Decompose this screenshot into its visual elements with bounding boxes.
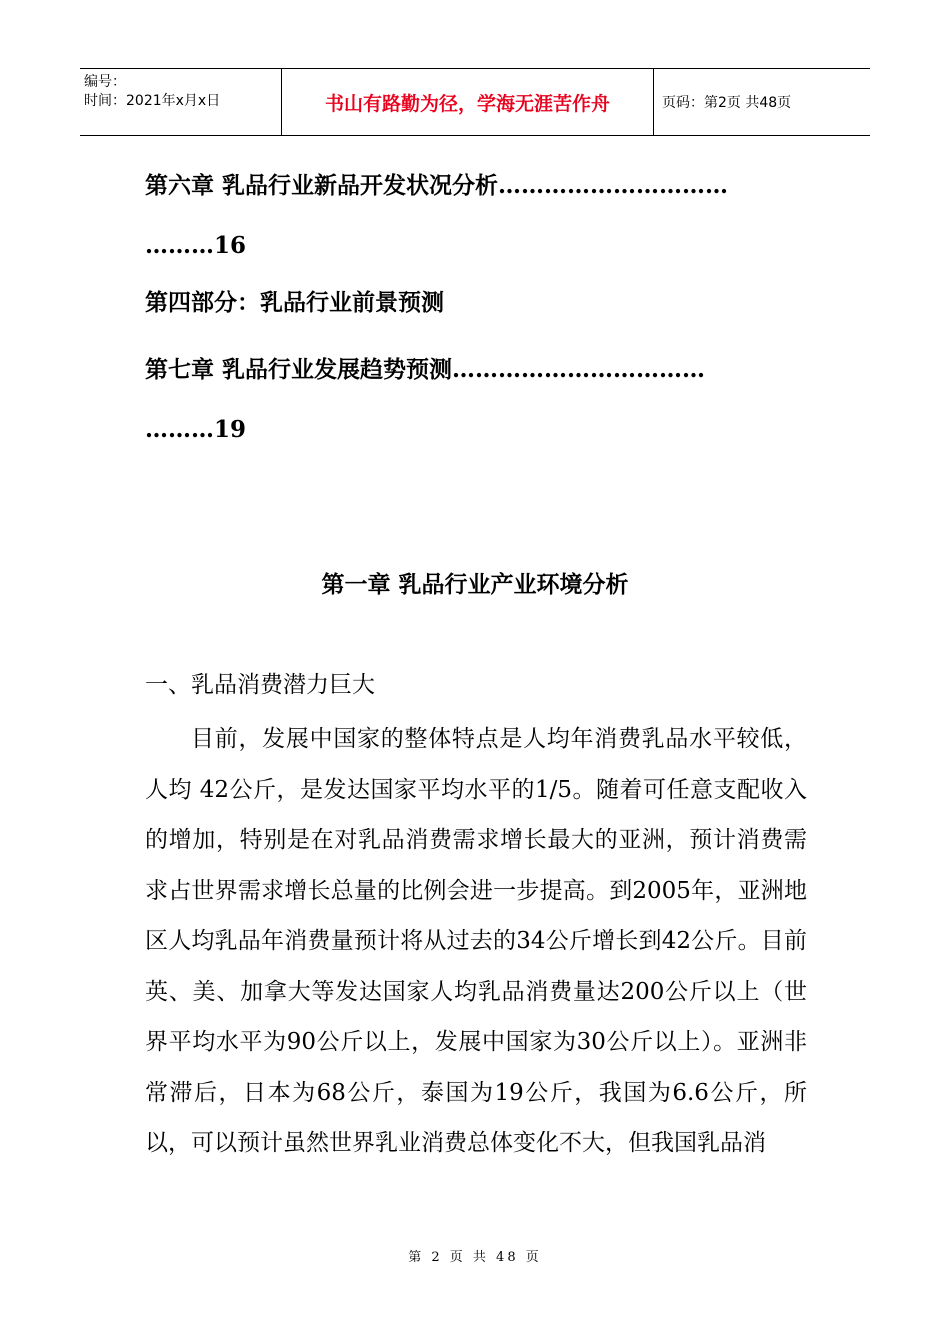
- toc-entry-page: ………19: [145, 416, 247, 443]
- body-paragraph: 目前，发展中国家的整体特点是人均年消费乳品水平较低，人均 42公斤，是发达国家平均水平的1/5。随着可任意支配收入的增加，特别是在对乳品消费需求增长最大的亚洲，预计消费需求占世界需求增长总量的比例会进一步提高。到2005年，亚洲地区人均乳品年消费量预计将从过去的34公斤增长到42公斤。目前英、美、加拿大等发达国家人均乳品消费量达200公斤以上（世界平均水平为90公斤以上，发展中国家为30公斤以上）。亚洲非常滞后，日本为68公斤，泰国为19公斤，我国为6.6公斤，所以，可以预计虽然世界乳业消费总体变化不大，但我国乳品消: [145, 726, 807, 1156]
- header-meta: [80, 69, 282, 135]
- toc-entry-text: 第四部分：乳品行业前景预测: [145, 289, 444, 316]
- section-heading: 一、乳品消费潜力巨大: [145, 672, 375, 698]
- chapter-title: 第一章 乳品行业产业环境分析: [321, 571, 629, 598]
- toc-entry-part-4[interactable]: [145, 273, 815, 333]
- toc-entry-chapter-7[interactable]: [145, 340, 815, 460]
- toc-entry-page: ………16: [145, 232, 247, 259]
- page-header: [80, 68, 870, 136]
- header-page-label: 页码：第2页 共48页: [662, 95, 792, 111]
- toc-entry-chapter-6[interactable]: [145, 156, 815, 276]
- toc-entry-text: 第七章 乳品行业发展趋势预测……………………………: [145, 356, 706, 383]
- header-time-label: 时间：2021年x月x日: [84, 93, 221, 109]
- header-motto: 书山有路勤为径，学海无涯苦作舟: [282, 69, 654, 135]
- page-footer: 第 2 页 共 48 页: [408, 1250, 542, 1265]
- header-number-label: 编号：: [84, 74, 126, 90]
- toc-entry-text: 第六章 乳品行业新品开发状况分析…………………………: [145, 172, 729, 199]
